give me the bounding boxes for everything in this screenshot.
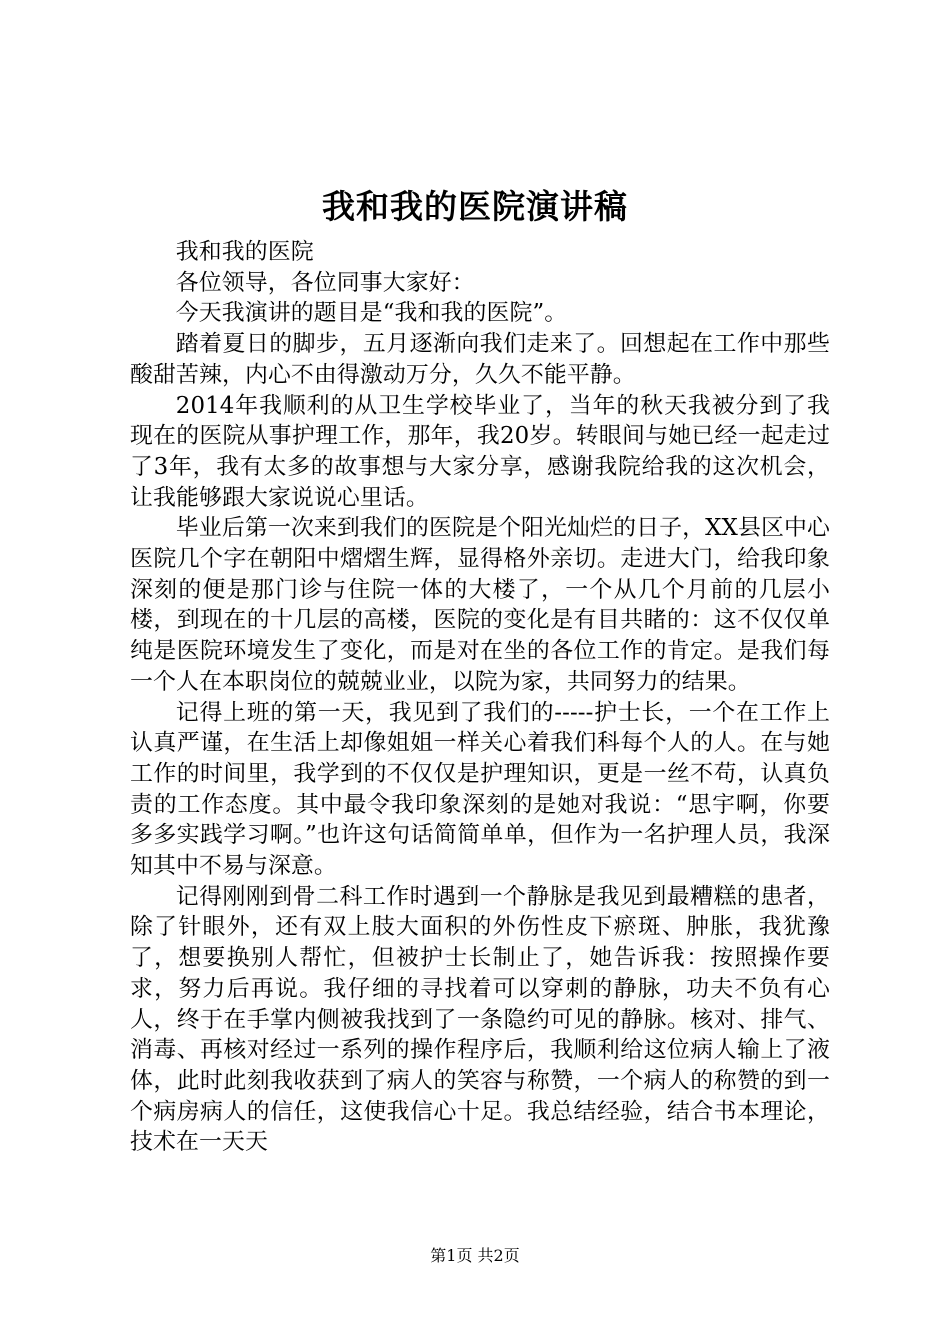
- document-title: 我和我的医院演讲稿: [322, 187, 628, 226]
- paragraph-head-nurse: 记得上班的第一天，我见到了我们的-----护士长，一个在工作上认真严谨，在生活上却像姐姐一样关心着我们科每个人的人。在与她工作的时间里，我学到的不仅仅是护理知识，更是一丝不苟，认真负责的工作态度。其中最令我印象深刻的是她对我说：“思宇啊，你要多多实践学习啊。”也许这句话简简单单，但作为一名护理人员，我深知其中不易与深意。: [130, 699, 830, 880]
- page-footer: 第1页 共2页: [430, 1246, 520, 1265]
- paragraph-heading: 我和我的医院: [175, 239, 314, 265]
- paragraph-graduation: 2014年我顺利的从卫生学校毕业了，当年的秋天我被分到了我现在的医院从事护理工作，那年，我20岁。转眼间与她已经一起走过了3年，我有太多的故事想与大家分享，感谢我院给我的这次机会，让我能够跟大家说说心里话。: [130, 392, 830, 511]
- paragraph-greeting: 各位领导，各位同事大家好：: [175, 269, 475, 296]
- paragraph-intro: 踏着夏日的脚步，五月逐渐向我们走来了。回想起在工作中那些酸甜苦辣，内心不由得激动万分，久久不能平静。: [130, 331, 830, 388]
- paragraph-patient-story: 记得刚刚到骨二科工作时遇到一个静脉是我见到最糟糕的患者，除了针眼外，还有双上肢大面积的外伤性皮下瘀斑、肿胀，我犹豫了，想要换别人帮忙，但被护士长制止了，她告诉我：按照操作要求，努力后再说。我仔细的寻找着可以穿刺的静脉，功夫不负有心人，终于在手掌内侧被我找到了一条隐约可见的静脉。核对、排气、消毒、再核对经过一系列的操作程序后，我顺利给这位病人输上了液体，此时此刻我收获到了病人的笑容与称赞，一个病人的称赞的到一个病房病人的信任，这使我信心十足。我总结经验，结合书本理论，技术在一天天: [130, 883, 830, 1156]
- document-body: [130, 237, 830, 1158]
- paragraph-first-visit: 毕业后第一次来到我们的医院是个阳光灿烂的日子，XX县区中心医院几个字在朝阳中熠熠生辉，显得格外亲切。走进大门，给我印象深刻的便是那门诊与住院一体的大楼了，一个从几个月前的几层小楼，到现在的十几层的高楼，医院的变化是有目共睹的：这不仅仅单纯是医院环境发生了变化，而是对在坐的各位工作的肯定。是我们每一个人在本职岗位的兢兢业业，以院为家，共同努力的结果。: [130, 515, 830, 695]
- paragraph-topic: 今天我演讲的题目是“我和我的医院”。: [175, 300, 568, 327]
